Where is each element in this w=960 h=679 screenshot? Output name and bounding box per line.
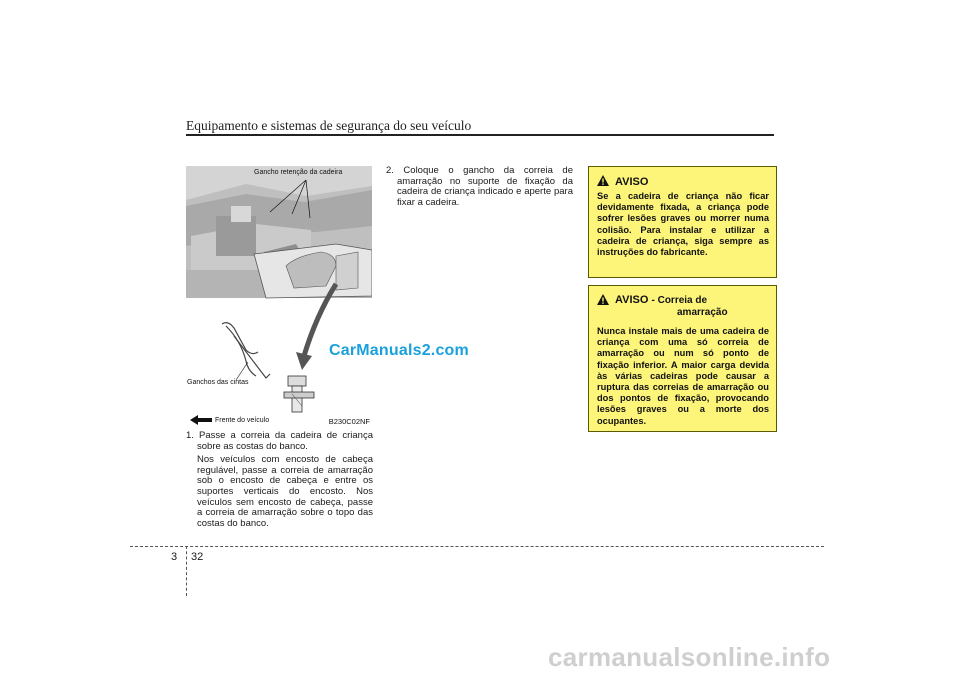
child-seat-tether-illustration [186, 166, 372, 426]
page-header-title: Equipamento e sistemas de segurança do seu veículo [186, 118, 472, 133]
warning-title: AVISO [615, 175, 649, 188]
warning-heading [597, 294, 728, 319]
warning-triangle-icon [597, 175, 609, 189]
caption-vehicle-front: Frente do veículo [215, 417, 270, 424]
footer-rule [130, 546, 824, 547]
warning-triangle-icon [597, 294, 609, 308]
step-1-detail: Nos veículos com encosto de cabeça regulável, passe a correia de amarração sob o encosto de cabeça e entre os suportes verticais do encosto. Nos veículos sem encosto de cabeça, passe a correia de amarração sobre o topo das costas do banco. [197, 454, 373, 529]
footer-divider [186, 546, 187, 596]
caption-hooks: Ganchos das cintas [187, 379, 249, 386]
page-number: 32 [191, 551, 204, 563]
warning-title: AVISO [615, 294, 649, 306]
section-number: 3 [171, 551, 178, 563]
figure-code: B230C02NF [328, 417, 370, 426]
warning-box-child-seat [588, 166, 777, 278]
step-2 [386, 166, 573, 208]
step-1-main: 1. Passe a correia da cadeira de criança sobre as costas do banco. [186, 430, 373, 452]
warning-title-suffix-2: amarração [677, 307, 728, 318]
warning-text: Se a cadeira de criança não ficar devidamente fixada, a criança pode sofrer lesões graves ou morrer numa colisão. Para instalar e utilizar a cadeira de criança, siga sempre as instruções do fabricante. [597, 191, 769, 258]
watermark-text: CarManuals2.com [329, 342, 469, 359]
illustration-drawing [186, 166, 372, 426]
step-1 [186, 431, 373, 529]
step-2-text: 2. Coloque o gancho da correia de amarração no suporte de fixação da cadeira de criança indicado e aperte para fixar a cadeira. [386, 165, 573, 208]
header-rule [186, 134, 774, 136]
warning-title-block [615, 294, 728, 319]
warning-box-tether-strap [588, 285, 777, 432]
site-watermark: carmanualsonline.info [548, 642, 831, 672]
warning-title-suffix: - Correia de [651, 295, 708, 306]
warning-heading [597, 175, 648, 189]
warning-text: Nunca instale mais de uma cadeira de criança com uma só correia de amarração ou num só ponto de fixação inferior. A maior carga devida às várias cadeiras pode causar a ruptura das correias de amarração ou dos pontos de fixação, provocando lesões graves ou a morte dos ocupantes. [597, 326, 769, 426]
caption-tether-anchor: Gancho retenção da cadeira [254, 169, 343, 176]
